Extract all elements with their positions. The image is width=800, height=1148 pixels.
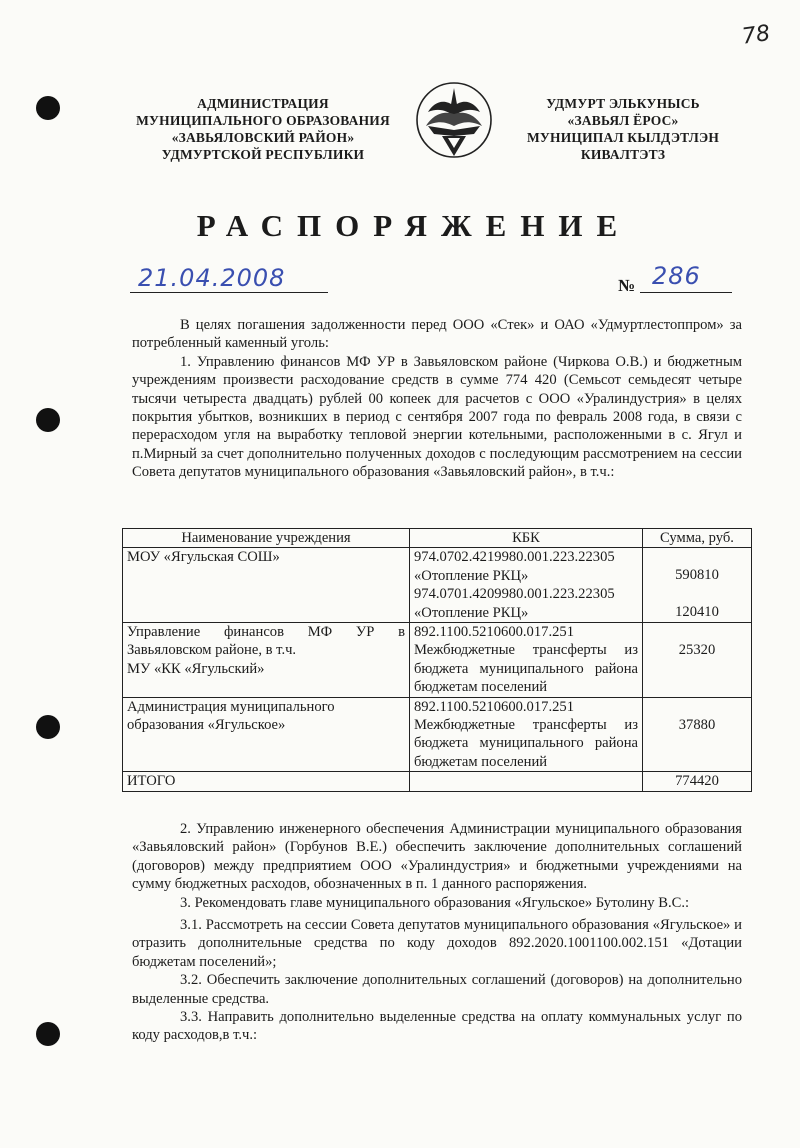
sum-value: 590810 [675, 567, 719, 584]
paragraph-intro: В целях погашения задолженности перед ООО «Стек» и ОАО «Удмуртлестоппром» за потребленный каменный уголь: [132, 317, 742, 352]
header-left-line: «ЗАВЬЯЛОВСКИЙ РАЙОН» [171, 130, 355, 145]
header-right-line: МУНИЦИПАЛ КЫЛДЭТЛЭН [526, 130, 720, 145]
sum-value: 25320 [678, 642, 716, 659]
institution-name: МОУ «Ягульская СОШ» [123, 548, 410, 623]
paragraph-3: 3. Рекомендовать главе муниципального образования «Ягульское» Бутолину В.С.: [180, 894, 690, 911]
sum-cell [643, 697, 752, 772]
sum-cell [643, 548, 752, 623]
kbk-code: 892.1100.5210600.017.251 [414, 624, 574, 641]
handwritten-date: 21.04.2008 [138, 264, 286, 292]
institution-name-line: Управление финансов МФ УР в Завьяловском районе, в т.ч. [127, 624, 405, 659]
table-row [123, 548, 752, 623]
header-left-line: МУНИЦИПАЛЬНОГО ОБРАЗОВАНИЯ [136, 113, 390, 128]
kbk-cell [410, 697, 643, 772]
kbk-cell [410, 623, 643, 698]
institution-name: Администрация муниципального образования «Ягульское» [123, 697, 410, 772]
kbk-cell [410, 548, 643, 623]
institution-name [123, 623, 410, 698]
kbk-description: Межбюджетные трансферты из бюджета муниципального района бюджетам поселений [414, 642, 638, 696]
total-empty-cell [410, 772, 643, 791]
paragraph-3-2: 3.2. Обеспечить заключение дополнительных соглашений (договоров) на дополнительно выделенные средства. [132, 972, 742, 1007]
column-header: Наименование учреждения [123, 529, 410, 548]
handwritten-page-number: 78 [740, 21, 772, 50]
table-header-row [123, 529, 752, 548]
number-underline [640, 292, 732, 293]
total-label: ИТОГО [123, 772, 410, 791]
paragraph-1: 1. Управлению финансов МФ УР в Завьяловском районе (Чиркова О.В.) и бюджетным учреждениям произвести расходование средств в сумме 774 420 (Семьсот семьдесят четыре тысячи четыреста двадцать) рублей 00 копеек для расчетов с ООО «Уралиндустрия» в целях покрытия убытков, возникших в период с сентября 2007 года по февраль 2008 года, в связи с перерасходом угля на выработку тепловой энергии котельными, расположенными в с. Ягул и п.Мирный за счет дополнительно полученных доходов с последующим рассмотрением на сессии Совета депутатов муниципального образования «Завьяловский район», в т.ч.: [132, 353, 742, 481]
paragraph-3-1: 3.1. Рассмотреть на сессии Совета депутатов муниципального образования «Ягульское» и отразить дополнительные средства по коду доходов 892.2020.1001100.002.151 «Дотации бюджетам поселений»; [132, 917, 742, 970]
total-value: 774420 [643, 772, 752, 791]
column-header: Сумма, руб. [643, 529, 752, 548]
header-right-line: УДМУРТ ЭЛЬКУНЫСЬ [546, 96, 700, 111]
date-underline [130, 292, 328, 293]
body-top [132, 316, 742, 482]
document-title: РАСПОРЯЖЕНИЕ [196, 208, 632, 243]
sum-value: 37880 [678, 716, 716, 733]
kbk-description: «Отопление РКЦ» [414, 567, 529, 584]
institution-subname: МУ «КК «Ягульский» [127, 660, 265, 677]
header-right-line: «ЗАВЬЯЛ ЁРОС» [567, 113, 679, 128]
kbk-code: 974.0702.4219980.001.223.22305 [414, 549, 615, 566]
district-emblem-icon [414, 80, 494, 162]
kbk-code: 974.0701.4209980.001.223.22305 [414, 586, 615, 603]
table-row [123, 623, 752, 698]
kbk-code: 892.1100.5210600.017.251 [414, 698, 574, 715]
kbk-table [122, 528, 752, 792]
column-header: КБК [410, 529, 643, 548]
binder-hole [36, 408, 60, 432]
paragraph-3-3: 3.3. Направить дополнительно выделенные средства на оплату коммунальных услуг по коду расходов,в т.ч.: [132, 1009, 742, 1044]
header-left-line: АДМИНИСТРАЦИЯ [197, 96, 329, 111]
table-total-row [123, 772, 752, 791]
binder-hole [36, 96, 60, 120]
sum-value: 120410 [675, 603, 719, 620]
kbk-description: Межбюджетные трансферты из бюджета муниципального района бюджетам поселений [414, 717, 638, 770]
header-left [118, 95, 408, 163]
number-sign: № [618, 276, 636, 295]
sum-cell [643, 623, 752, 698]
handwritten-number: 286 [652, 262, 701, 290]
paragraph-2: 2. Управлению инженерного обеспечения Администрации муниципального образования «Завьяловский район» (Горбунов В.Е.) обеспечить заключение дополнительных соглашений (договоров) между предприятием ООО «Уралиндустрия» и бюджетными учреждениями на сумму бюджетных расходов, обозначенных в п. 1 данного распоряжения. [132, 821, 742, 893]
binder-hole [36, 715, 60, 739]
binder-hole [36, 1022, 60, 1046]
header-right [518, 95, 728, 163]
kbk-description: «Отопление РКЦ» [414, 604, 529, 621]
table-row [123, 697, 752, 772]
body-bottom [132, 820, 742, 1045]
header-right-line: КИВАЛТЭТЗ [580, 147, 666, 162]
header-left-line: УДМУРТСКОЙ РЕСПУБЛИКИ [161, 147, 365, 162]
